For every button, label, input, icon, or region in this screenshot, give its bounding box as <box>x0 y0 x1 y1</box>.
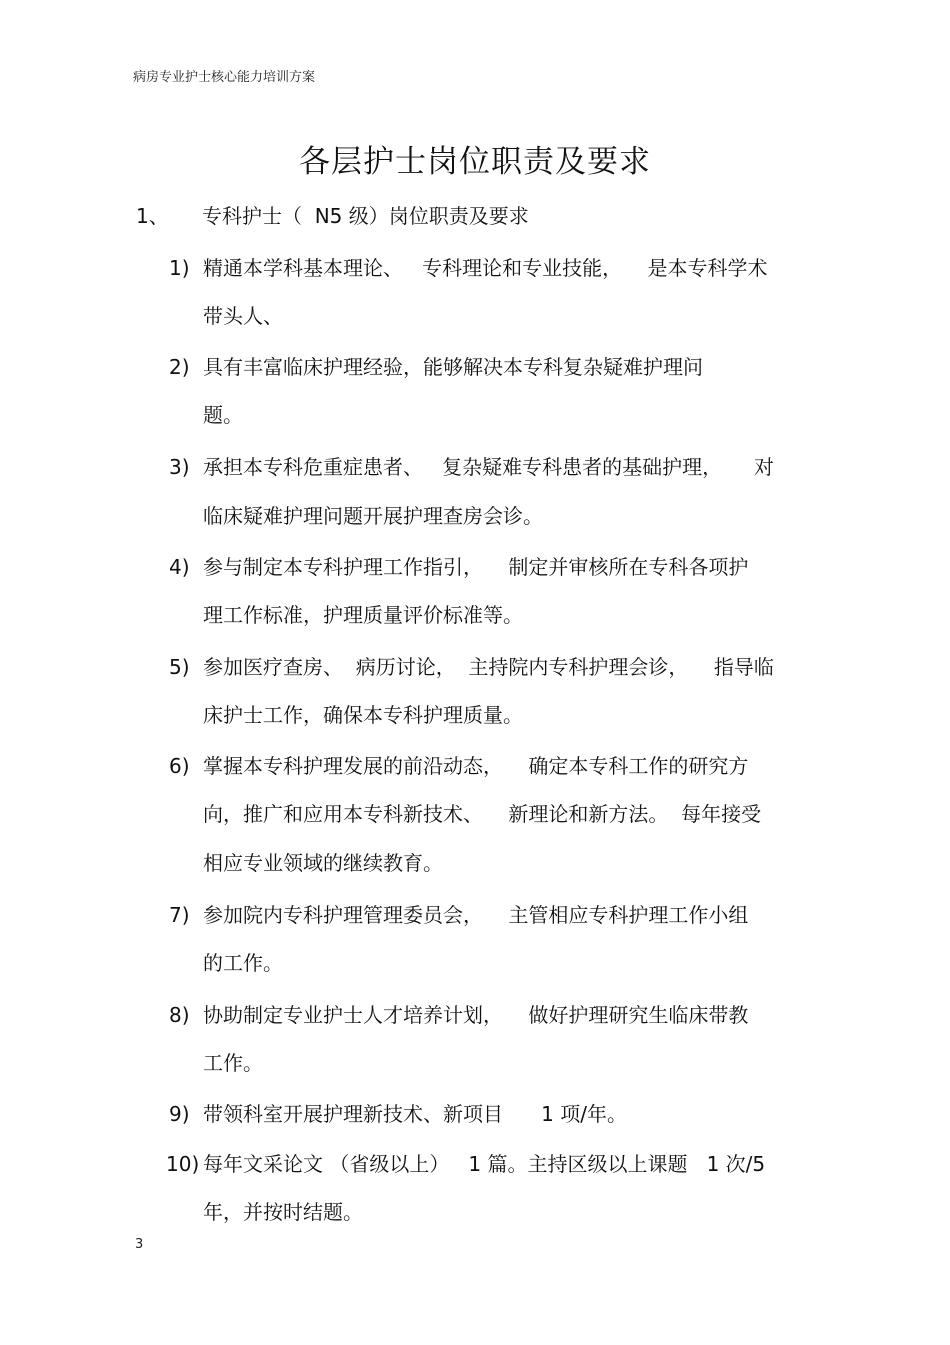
item-text-line: 参加医疗查房、 病历讨论， 主持院内专科护理会诊， 指导临 <box>203 655 774 679</box>
item-text-line: 临床疑难护理问题开展护理查房会诊。 <box>203 504 543 528</box>
item-text-line: 理工作标准，护理质量评价标准等。 <box>203 603 523 627</box>
item-number: 1) <box>169 256 190 280</box>
item-text-line: 掌握本专科护理发展的前沿动态， 确定本专科工作的研究方 <box>203 754 749 778</box>
item-text-line: 题。 <box>203 403 243 427</box>
item-text-line: 协助制定专业护士人才培养计划， 做好护理研究生临床带教 <box>203 1003 749 1027</box>
item-text-line: 参与制定本专科护理工作指引， 制定并审核所在专科各项护 <box>203 555 749 579</box>
item-number: 8) <box>169 1003 190 1027</box>
item-text-line: 精通本学科基本理论、 专科理论和专业技能， 是本专科学术 <box>203 256 768 280</box>
item-number: 10) <box>166 1152 200 1176</box>
item-text-line: 向，推广和应用本专科新技术、 新理论和新方法。 每年接受 <box>203 802 762 826</box>
page-title: 各层护士岗位职责及要求 <box>299 144 651 180</box>
item-number: 4) <box>169 555 190 579</box>
item-number: 6) <box>169 754 190 778</box>
item-number: 9) <box>169 1102 190 1126</box>
section-title: 专科护士（ N5 级）岗位职责及要求 <box>202 204 529 228</box>
page-number: 3 <box>135 1237 144 1252</box>
item-text-line: 每年文采论文 （省级以上） 1 篇。主持区级以上课题 1 次/5 <box>203 1152 766 1176</box>
item-text-line: 带头人、 <box>203 304 283 328</box>
item-text-line: 相应专业领域的继续教育。 <box>203 851 443 875</box>
item-text-line: 年，并按时结题。 <box>203 1200 363 1224</box>
item-number: 2) <box>169 355 190 379</box>
item-text-line: 承担本专科危重症患者、 复杂疑难专科患者的基础护理， 对 <box>203 455 774 479</box>
item-number: 3) <box>169 455 190 479</box>
item-text-line: 工作。 <box>203 1051 263 1075</box>
item-text-line: 床护士工作，确保本专科护理质量。 <box>203 703 523 727</box>
item-number: 5) <box>169 655 190 679</box>
page-header: 病房专业护士核心能力培训方案 <box>133 70 316 85</box>
item-text-line: 参加院内专科护理管理委员会， 主管相应专科护理工作小组 <box>203 903 749 927</box>
item-text-line: 带领科室开展护理新技术、新项目 1 项/年。 <box>203 1102 627 1126</box>
section-number: 1、 <box>136 204 169 228</box>
item-text-line: 具有丰富临床护理经验，能够解决本专科复杂疑难护理问 <box>203 355 703 379</box>
item-text-line: 的工作。 <box>203 951 283 975</box>
item-number: 7) <box>169 903 190 927</box>
